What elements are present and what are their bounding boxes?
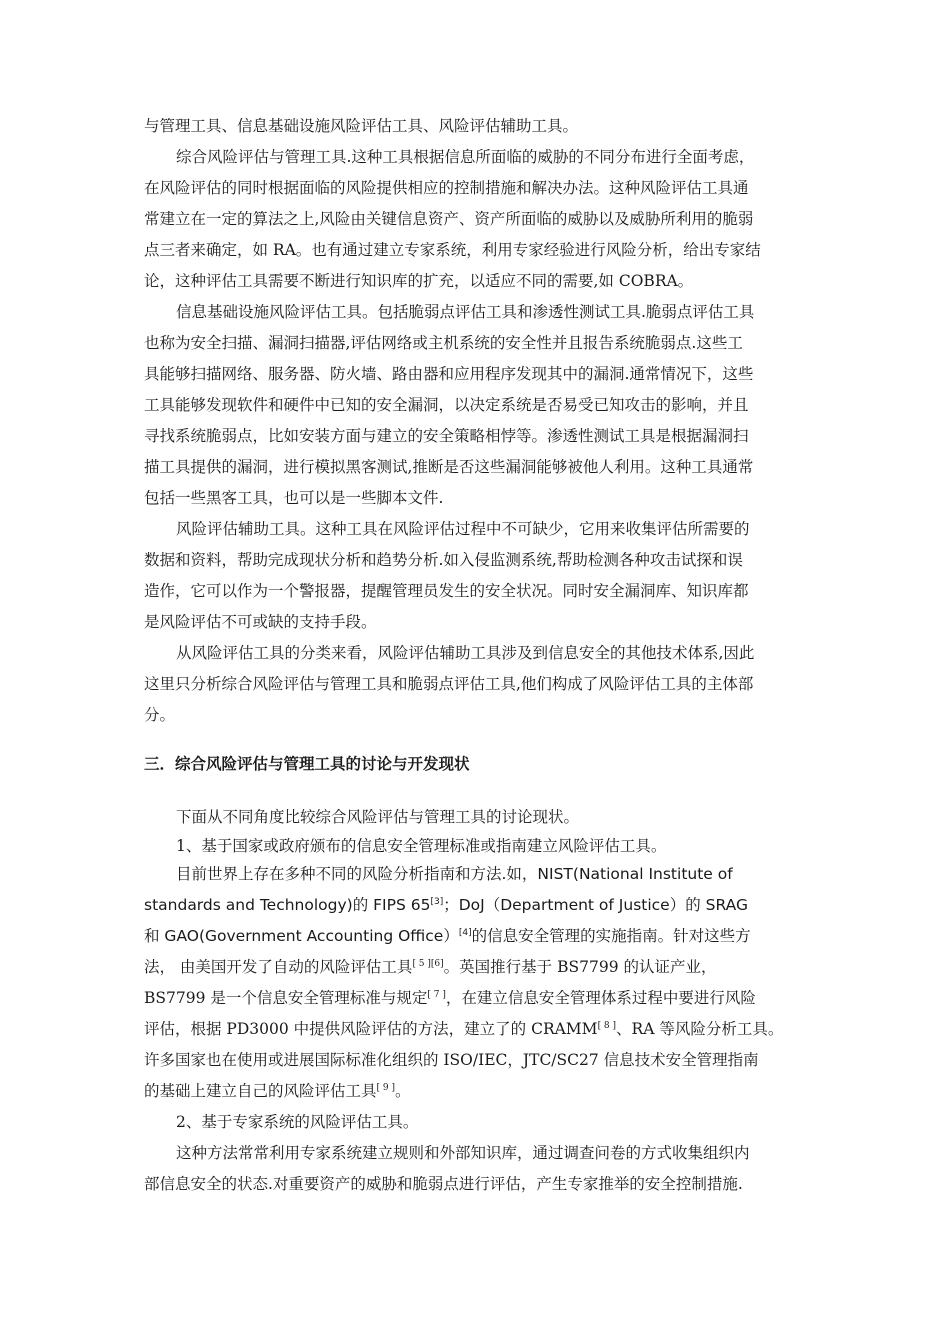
section-heading: 三．综合风险评估与管理工具的讨论与开发现状 bbox=[144, 755, 470, 773]
paragraph-line: 许多国家也在使用或进展国际标准化组织的 ISO/IEC，JTC/SC27 信息技术安全管理指南 bbox=[144, 1051, 759, 1069]
citation-ref: [3] bbox=[430, 897, 444, 907]
citation-ref: [6] bbox=[430, 959, 444, 969]
paragraph-line: 这种方法常常利用专家系统建立规则和外部知识库，通过调查问卷的方式收集组织内 bbox=[176, 1144, 750, 1162]
paragraph-line bbox=[144, 893, 748, 917]
paragraph-line: 这里只分析综合风险评估与管理工具和脆弱点评估工具,他们构成了风险评估工具的主体部 bbox=[144, 675, 754, 693]
paragraph-line: 风险评估辅助工具。这种工具在风险评估过程中不可缺少，它用来收集评估所需要的 bbox=[176, 520, 750, 538]
paragraph-line: 1、基于国家或政府颁布的信息安全管理标准或指南建立风险评估工具。 bbox=[176, 837, 667, 855]
paragraph-line: 目前世界上存在多种不同的风险分析指南和方法.如，NIST(National Institute of bbox=[176, 865, 733, 883]
paragraph-line: 是风险评估不可或缺的支持手段。 bbox=[144, 613, 377, 631]
citation-ref: [4] bbox=[458, 928, 472, 938]
paragraph-line bbox=[144, 955, 716, 979]
paragraph-line: 也称为安全扫描、漏洞扫描器,评估网络或主机系统的安全性并且报告系统脆弱点.这些工 bbox=[144, 334, 743, 352]
paragraph-line: 信息基础设施风险评估工具。包括脆弱点评估工具和渗透性测试工具.脆弱点评估工具 bbox=[176, 303, 755, 321]
paragraph-line: 包括一些黑客工具，也可以是一些脚本文件. bbox=[144, 489, 444, 507]
paragraph-line: 与管理工具、信息基础设施风险评估工具、风险评估辅助工具。 bbox=[144, 117, 579, 135]
paragraph-line: 部信息安全的状态.对重要资产的威胁和脆弱点进行评估，产生专家推举的安全控制措施. bbox=[144, 1175, 743, 1193]
text-run: 、RA 等风险分析工具。 bbox=[616, 1020, 784, 1038]
paragraph-line bbox=[144, 1017, 783, 1041]
paragraph-line: 工具能够发现软件和硬件中已知的安全漏洞，以决定系统是否易受已知攻击的影响，并且 bbox=[144, 396, 749, 414]
paragraph-line: 从风险评估工具的分类来看，风险评估辅助工具涉及到信息安全的其他技术体系,因此 bbox=[176, 644, 755, 662]
text-run: standards and Technology)的 FIPS 65 bbox=[144, 896, 431, 914]
text-run: BS7799 是一个信息安全管理标准与规定 bbox=[144, 989, 428, 1007]
paragraph-line: 描工具提供的漏洞，进行模拟黑客测试,推断是否这些漏洞能够被他人利用。这种工具通常 bbox=[144, 458, 754, 476]
text-run: 。英国推行基于 BS7799 的认证产业， bbox=[443, 958, 717, 976]
text-run: 的信息安全管理的实施指南。针对这些方 bbox=[471, 927, 751, 945]
paragraph-line: 论，这种评估工具需要不断进行知识库的扩充，以适应不同的需要,如 COBRA。 bbox=[144, 272, 694, 290]
paragraph-line: 2、基于专家系统的风险评估工具。 bbox=[176, 1113, 419, 1131]
text-run: ；DoJ（Department of Justice）的 SRAG bbox=[443, 896, 748, 914]
citation-ref: [ 5 ] bbox=[412, 959, 431, 969]
paragraph-line: 下面从不同角度比较综合风险评估与管理工具的讨论现状。 bbox=[176, 808, 580, 826]
paragraph-line: 寻找系统脆弱点，比如安装方面与建立的安全策略相悖等。渗透性测试工具是根据漏洞扫 bbox=[144, 427, 749, 445]
text-run: 法， 由美国开发了自动的风险评估工具 bbox=[144, 958, 413, 976]
paragraph-line bbox=[144, 986, 756, 1010]
text-run: 和 GAO(Government Accounting Office） bbox=[144, 927, 459, 945]
paragraph-line: 常建立在一定的算法之上,风险由关键信息资产、资产所面临的威胁以及威胁所利用的脆弱 bbox=[144, 210, 754, 228]
paragraph-line: 点三者来确定，如 RA。也有通过建立专家系统，利用专家经验进行风险分析，给出专家结 bbox=[144, 241, 761, 259]
citation-ref: [ 8 ] bbox=[597, 1021, 617, 1031]
paragraph-line: 数据和资料，帮助完成现状分析和趋势分析.如入侵监测系统,帮助检测各种攻击试探和误 bbox=[144, 551, 743, 569]
paragraph-line: 具能够扫描网络、服务器、防火墙、路由器和应用程序发现其中的漏洞.通常情况下，这些 bbox=[144, 365, 754, 383]
paragraph-line: 造作，它可以作为一个警报器，提醒管理员发生的安全状况。同时安全漏洞库、知识库都 bbox=[144, 582, 749, 600]
paragraph-line: 分。 bbox=[144, 706, 176, 724]
paragraph-line: 综合风险评估与管理工具.这种工具根据信息所面临的威胁的不同分布进行全面考虑， bbox=[176, 148, 755, 166]
text-run: 。 bbox=[395, 1082, 411, 1100]
text-run: 评估，根据 PD3000 中提供风险评估的方法，建立了的 CRAMM bbox=[144, 1020, 598, 1038]
paragraph-line: 在风险评估的同时根据面临的风险提供相应的控制措施和解决办法。这种风险评估工具通 bbox=[144, 179, 749, 197]
citation-ref: [ 7 ] bbox=[427, 990, 446, 1000]
text-run: ，在建立信息安全管理体系过程中要进行风险 bbox=[445, 989, 756, 1007]
paragraph-line bbox=[144, 1079, 411, 1103]
text-run: 的基础上建立自己的风险评估工具 bbox=[144, 1082, 377, 1100]
paragraph-line bbox=[144, 924, 751, 948]
citation-ref: [ 9 ] bbox=[376, 1083, 395, 1093]
